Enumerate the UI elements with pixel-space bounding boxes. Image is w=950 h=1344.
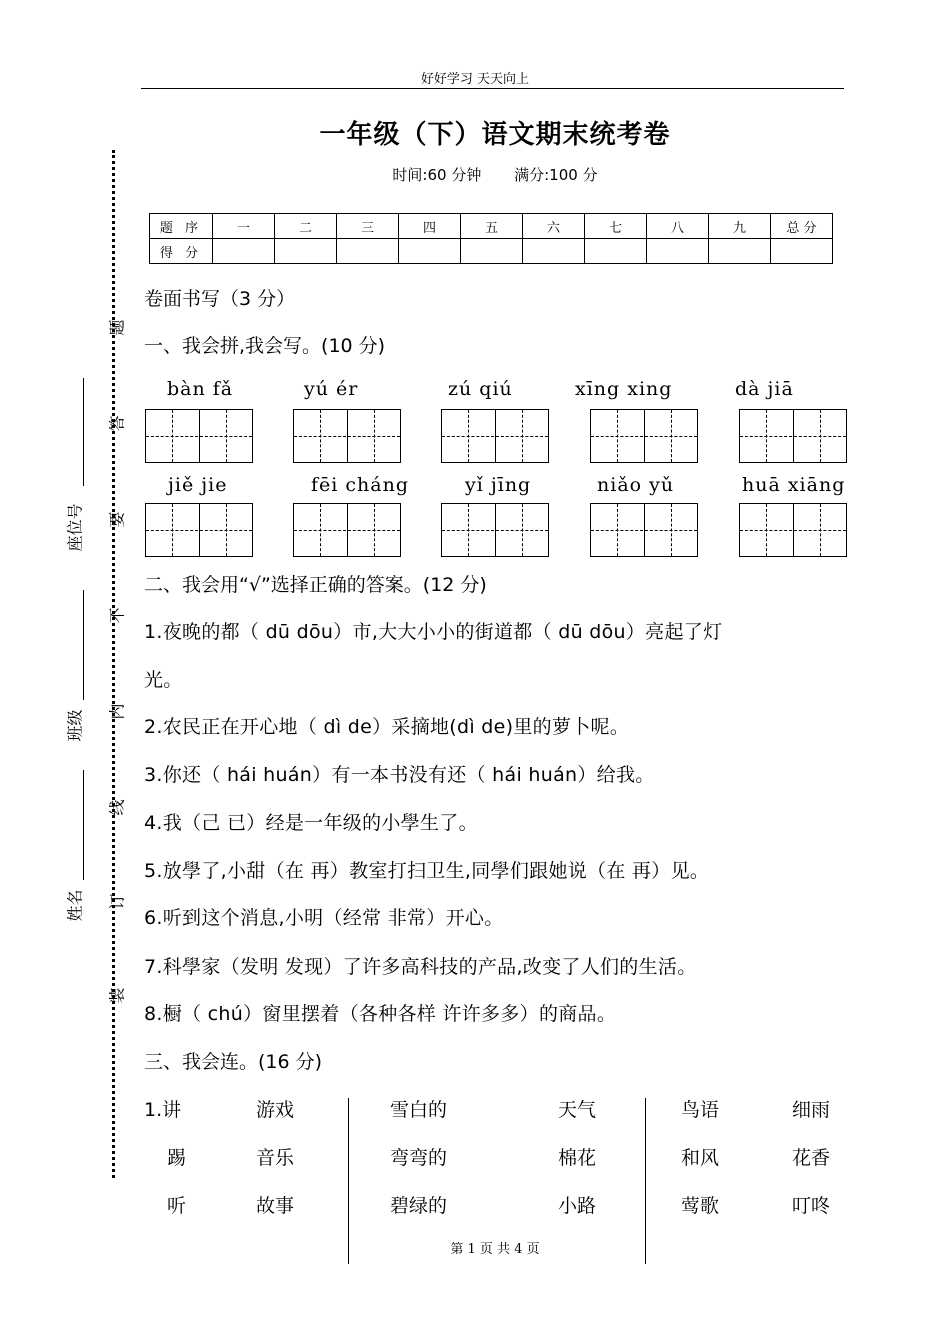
writing-grid[interactable] [145, 503, 253, 557]
score-cell: 三 [337, 214, 399, 239]
pinyin-label: fēi cháng [311, 474, 409, 496]
match-item[interactable]: 雪白的 [390, 1099, 448, 1121]
question-3: 3.你还（ hái huán）有一本书没有还（ hái huán）给我。 [144, 764, 655, 786]
score-cell: 五 [461, 214, 523, 239]
pinyin-label: niǎo yǔ [597, 474, 675, 496]
writing-grid[interactable] [441, 503, 549, 557]
writing-grid[interactable] [293, 503, 401, 557]
question-7: 7.科學家（发明 发现）了许多高科技的产品,改变了人们的生活。 [144, 956, 697, 978]
pinyin-label: bàn fǎ [167, 378, 234, 400]
binding-char: 答 [107, 415, 127, 432]
binding-char: 要 [107, 511, 127, 528]
binding-char: 线 [107, 799, 127, 816]
match-item[interactable]: 碧绿的 [390, 1195, 448, 1217]
match-item[interactable]: 花香 [792, 1147, 831, 1169]
score-table-header-row [150, 214, 833, 239]
question-6: 6.听到这个消息,小明（经常 非常）开心。 [144, 907, 504, 929]
seat-number-blank[interactable] [83, 378, 84, 486]
match-item[interactable]: 听 [167, 1195, 187, 1217]
binding-dotted-line [112, 150, 115, 1178]
match-item[interactable]: 弯弯的 [390, 1147, 448, 1169]
score-input-cell[interactable] [337, 239, 399, 264]
writing-grid[interactable] [739, 503, 847, 557]
section-2-title: 二、我会用“√”选择正确的答案。(12 分) [144, 574, 487, 596]
match-item[interactable]: 故事 [256, 1195, 295, 1217]
question-4: 4.我（己 已）经是一年级的小學生了。 [144, 812, 478, 834]
pinyin-label: jiě jie [168, 474, 228, 496]
writing-grid[interactable] [590, 409, 698, 463]
section-3-title: 三、我会连。(16 分) [144, 1051, 323, 1073]
match-item[interactable]: 1.讲 [144, 1099, 182, 1121]
score-cell: 四 [399, 214, 461, 239]
score-input-cell[interactable] [213, 239, 275, 264]
score-input-cell[interactable] [399, 239, 461, 264]
score-input-cell[interactable] [585, 239, 647, 264]
score-cell: 题 序 [150, 214, 213, 239]
time-label: 时间:60 分钟 [392, 166, 482, 184]
score-input-cell[interactable] [275, 239, 337, 264]
binding-char: 题 [107, 319, 127, 336]
match-item[interactable]: 细雨 [792, 1099, 831, 1121]
match-item[interactable]: 叮咚 [792, 1195, 831, 1217]
pinyin-label: yú ér [304, 378, 359, 400]
score-cell: 总 分 [771, 214, 833, 239]
question-1: 1.夜晚的都（ dū dōu）市,大大小小的街道都（ dū dōu）亮起了灯 [144, 621, 723, 643]
score-input-cell[interactable] [523, 239, 585, 264]
binding-char: 不 [107, 607, 127, 624]
class-blank[interactable] [83, 590, 84, 700]
name-blank[interactable] [83, 770, 84, 880]
match-item[interactable]: 游戏 [256, 1099, 295, 1121]
match-item[interactable]: 小路 [558, 1195, 597, 1217]
exam-subtitle [0, 164, 950, 185]
question-8: 8.橱（ chú）窗里摆着（各种各样 许许多多）的商品。 [144, 1003, 617, 1025]
page-footer: 第 1 页 共 4 页 [450, 1242, 540, 1257]
question-5: 5.放學了,小甜（在 再）教室打扫卫生,同學们跟她说（在 再）见。 [144, 860, 710, 882]
pinyin-label: huā xiāng [742, 474, 846, 496]
binding-char: 订 [107, 893, 127, 910]
match-item[interactable]: 天气 [558, 1099, 597, 1121]
pinyin-label: zú qiú [448, 378, 513, 400]
binding-char: 装 [107, 987, 127, 1004]
match-item[interactable]: 和风 [681, 1147, 720, 1169]
writing-grid[interactable] [145, 409, 253, 463]
score-input-cell[interactable] [647, 239, 709, 264]
score-cell: 九 [709, 214, 771, 239]
match-item[interactable]: 棉花 [558, 1147, 597, 1169]
writing-grid[interactable] [590, 503, 698, 557]
binding-char: 内 [107, 703, 127, 720]
section-1-title: 一、我会拼,我会写。(10 分) [144, 335, 386, 357]
pinyin-label: yǐ jīng [465, 474, 532, 496]
writing-grid[interactable] [441, 409, 549, 463]
pinyin-label: dà jiā [735, 378, 794, 400]
name-label: 姓名 [65, 889, 85, 922]
section-handwriting: 卷面书写（3 分） [144, 288, 296, 310]
seat-number-label: 座位号 [65, 503, 85, 552]
score-table-score-row [150, 239, 833, 264]
pinyin-label: xīng xing [575, 378, 673, 400]
page-header: 好好学习 天天向上 [420, 72, 530, 87]
full-score-label: 满分:100 分 [514, 166, 598, 184]
header-rule [141, 88, 844, 89]
match-item[interactable]: 踢 [167, 1147, 187, 1169]
match-item[interactable]: 莺歌 [681, 1195, 720, 1217]
writing-grid[interactable] [293, 409, 401, 463]
writing-grid[interactable] [739, 409, 847, 463]
score-table [149, 213, 833, 264]
class-label: 班级 [65, 709, 85, 742]
match-item[interactable]: 鸟语 [681, 1099, 720, 1121]
score-cell: 八 [647, 214, 709, 239]
question-1-continued: 光。 [144, 669, 183, 691]
score-row-label: 得 分 [150, 239, 213, 264]
score-input-cell[interactable] [461, 239, 523, 264]
question-2: 2.农民正在开心地（ dì de）采摘地(dì de)里的萝卜呢。 [144, 716, 630, 738]
score-input-cell[interactable] [709, 239, 771, 264]
score-cell: 二 [275, 214, 337, 239]
score-cell: 七 [585, 214, 647, 239]
score-cell: 六 [523, 214, 585, 239]
match-item[interactable]: 音乐 [256, 1147, 295, 1169]
score-input-cell[interactable] [771, 239, 833, 264]
exam-title: 一年级（下）语文期末统考卷 [319, 120, 671, 150]
score-cell: 一 [213, 214, 275, 239]
